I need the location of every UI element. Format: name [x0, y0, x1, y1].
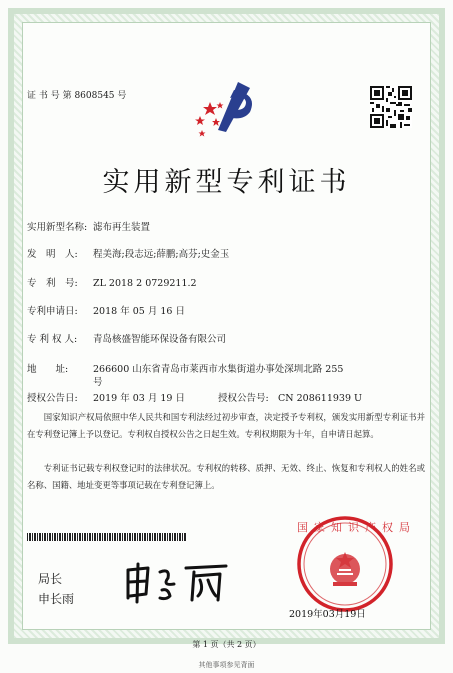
- page-indicator: 第 1 页（共 2 页）: [192, 640, 261, 649]
- field-value: ZL 2018 2 0729211.2: [93, 278, 197, 289]
- qr-code-icon: [370, 86, 412, 128]
- legal-paragraph-1: 国家知识产权局依照中华人民共和国专利法经过初步审查，决定授予专利权，颁发实用新型专利证书并在专利登记簿上予以登记。专利权自授权公告之日起生效。专利权期限为十年，自申请日起算。: [27, 412, 425, 439]
- field-value: 青岛核盛智能环保设备有限公司: [93, 334, 227, 345]
- director-title: 局长: [38, 572, 63, 586]
- field-value: 滤布再生装置: [93, 222, 151, 233]
- director-name: 申长雨: [38, 592, 75, 606]
- field-application-date: [27, 303, 185, 317]
- field-label: 专 利 权 人:: [27, 334, 78, 345]
- address-line-2: 号: [93, 377, 103, 388]
- field-label: 授权公告号:: [218, 393, 269, 404]
- certificate-number: 证 书 号 第 8608545 号: [27, 91, 127, 101]
- field-grant-number: [218, 390, 362, 404]
- cnipa-logo-icon: [188, 80, 268, 140]
- field-value: 程美海;段志远;薛鹏;高芬;史金玉: [93, 249, 230, 260]
- field-value: CN 208611939 U: [278, 393, 363, 404]
- seal-text: 国家知识产权局: [297, 521, 416, 534]
- address-line-1: 266600 山东省青岛市莱西市水集街道办事处深圳北路 255: [93, 364, 344, 375]
- field-label: 专利申请日:: [27, 306, 78, 317]
- field-label: 地 址:: [27, 364, 69, 375]
- seal-date: 2019年03月19日: [289, 609, 366, 620]
- field-value: 2019 年 03 月 19 日: [93, 393, 185, 404]
- cut-off-footer-text: 其他事项参见背面: [198, 661, 255, 669]
- field-utility-model-name: [27, 219, 150, 233]
- field-label: 实用新型名称:: [27, 222, 88, 233]
- field-label: 专 利 号:: [27, 278, 78, 289]
- handwritten-signature: [122, 560, 232, 605]
- field-value: 2018 年 05 月 16 日: [93, 306, 185, 317]
- field-label: 发 明 人:: [27, 249, 78, 260]
- field-address: [27, 361, 343, 375]
- field-patent-number: [27, 275, 197, 289]
- field-grant-date: [27, 390, 185, 404]
- field-patentee: [27, 331, 226, 345]
- legal-paragraph-2: 专利证书记载专利权登记时的法律状况。专利权的转移、质押、无效、终止、恢复和专利权人的姓名或名称、国籍、地址变更等事项记载在专利登记簿上。: [27, 463, 425, 490]
- field-inventors: [27, 246, 229, 260]
- certificate-title: 实用新型专利证书: [102, 167, 351, 198]
- barcode: [27, 533, 187, 541]
- field-label: 授权公告日:: [27, 393, 78, 404]
